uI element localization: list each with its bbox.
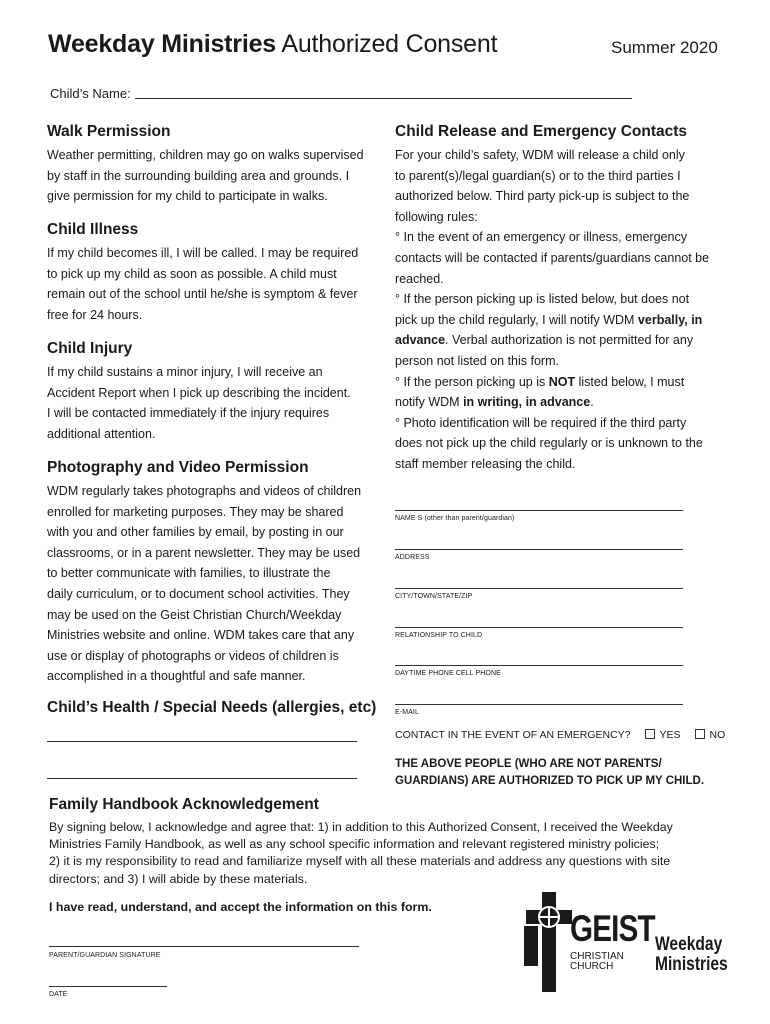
illness-line: to pick up my child as soon as possible. A child must [47,266,337,281]
no-checkbox[interactable] [695,729,705,739]
illness-line: remain out of the school until he/she is symptom & fever [47,287,358,302]
contact-phone-label: DAYTIME PHONE CELL PHONE [395,670,501,677]
illness-line: If my child becomes ill, I will be called. I may be required [47,246,359,260]
photo-line: Ministries website and online. WDM takes care that any [47,628,355,643]
yes-checkbox[interactable] [645,729,655,739]
geist-logo [524,890,728,995]
release-line: For your child’s safety, WDM will release a child only [395,148,685,162]
release-text-segment: pick up the child regularly, I will notify WDM [395,312,635,327]
emergency-question-text: CONTACT IN THE EVENT OF AN EMERGENCY? [395,729,631,741]
injury-line: additional attention. [47,426,156,441]
handbook-line: directors; and 3) I will abide by these materials. [49,871,308,886]
release-line [395,392,709,413]
injury-line: I will be contacted immediately if the injury requires [47,406,330,421]
date-label: DATE [49,991,68,998]
logo-weekday: Weekday [655,934,723,955]
release-line: ° In the event of an emergency or illness, emergency [395,230,687,245]
contact-address-field[interactable] [395,549,683,550]
release-emphasis: NOT [548,374,576,389]
release-line: to parent(s)/legal guardian(s) or to the third parties I [395,168,681,183]
release-line: does not pick up the child regularly or is unknown to the [395,436,703,451]
contact-city-label: CITY/TOWN/STATE/ZIP [395,593,473,600]
authorized-statement [395,756,704,790]
date-field[interactable] [49,986,167,987]
walk-line: by staff in the surrounding building area and grounds. I [47,168,350,183]
photo-heading: Photography and Video Permission [47,459,309,476]
yes-label: YES [659,729,681,741]
release-text-segment: . Verbal authorization is not permitted for any [445,333,694,348]
contact-name-field[interactable] [395,510,683,511]
health-field-line-2[interactable] [47,778,357,779]
cross-icon [524,890,574,995]
contact-name-label: NAME S (other than parent/guardian) [395,515,515,522]
walk-line: Weather permitting, children may go on walks supervised [47,148,364,162]
title-bold: Weekday Ministries [48,30,276,58]
contact-email-field[interactable] [395,704,683,705]
photo-text [47,481,361,687]
health-field-line-1[interactable] [47,741,357,742]
release-line: contacts will be contacted if parents/guardians cannot be [395,250,710,265]
release-line: following rules: [395,209,478,224]
illness-text [47,243,358,325]
contact-phone-field[interactable] [395,665,683,666]
release-line: authorized below. Third party pick-up is subject to the [395,189,690,204]
release-line [395,310,709,331]
logo-christian: CHRISTIAN [570,951,624,962]
injury-text [47,362,351,444]
walk-heading: Walk Permission [47,123,171,140]
photo-line: use or display of photographs or videos of children is [47,648,339,663]
release-emphasis: in writing, in advance [463,395,591,410]
release-emphasis: verbally, in [637,312,703,327]
release-heading: Child Release and Emergency Contacts [395,123,688,140]
release-line: staff member releasing the child. [395,456,576,471]
illness-heading: Child Illness [47,221,139,238]
release-text-segment: . [590,395,594,410]
illness-line: free for 24 hours. [47,307,143,322]
contact-address-label: ADDRESS [395,554,430,561]
health-heading: Child’s Health / Special Needs (allergies, etc) [47,699,377,716]
release-emphasis: advance [395,333,446,348]
no-label: NO [709,729,726,741]
photo-line: accomplished in a thoughtful and safe manner. [47,669,306,684]
page-title [48,30,497,59]
release-line: reached. [395,271,444,286]
child-name-label: Child’s Name: [50,86,131,101]
handbook-line: 2) it is my responsibility to read and familiarize myself with all these materials and address any questions with site [49,854,671,869]
release-text-segment: notify WDM [395,395,460,410]
photo-line: daily curriculum, or to document school activities. They [47,586,350,601]
contact-email-label: E-MAIL [395,709,419,716]
authorized-line: GUARDIANS) ARE AUTHORIZED TO PICK UP MY CHILD. [395,775,705,787]
title-rest: Authorized Consent [281,30,498,58]
photo-line: may be used on the Geist Christian Church/Weekday [47,607,342,622]
handbook-heading: Family Handbook Acknowledgement [49,796,319,813]
release-line: person not listed on this form. [395,353,559,368]
handbook-text [49,819,673,888]
photo-line: classrooms, or in a parent newsletter. They may be used [47,545,361,560]
release-line [395,330,709,351]
release-line: ° If the person picking up is listed below, but does not [395,292,690,307]
injury-line: Accident Report when I pick up describing the incident. [47,385,351,400]
logo-ministries: Ministries [655,954,728,975]
release-line [395,372,709,393]
contact-relationship-label: RELATIONSHIP TO CHILD [395,632,483,639]
walk-line: give permission for my child to participate in walks. [47,189,328,204]
photo-line: to better communicate with families, to illustrate the [47,566,331,581]
release-text-segment: listed below, I must [578,374,685,389]
walk-text [47,145,364,207]
accept-statement: I have read, understand, and accept the information on this form. [49,900,432,914]
emergency-question [395,729,725,741]
injury-line: If my child sustains a minor injury, I will receive an [47,365,323,379]
photo-line: with you and other families by email, by posting in our [47,525,344,540]
handbook-line: Ministries Family Handbook, as well as any school specific information and relevant registered ministry policies; [49,837,660,852]
release-text [395,145,709,475]
photo-line: WDM regularly takes photographs and videos of children [47,484,362,498]
logo-church: CHURCH [570,961,614,972]
photo-line: enrolled for marketing purposes. They may be shared [47,504,344,519]
season-label: Summer 2020 [611,38,718,57]
child-name-field[interactable] [135,98,632,99]
release-line: ° Photo identification will be required if the third party [395,415,687,430]
contact-relationship-field[interactable] [395,627,683,628]
signature-label: PARENT/GUARDIAN SIGNATURE [49,952,161,959]
handbook-line: By signing below, I acknowledge and agree that: 1) in addition to this Authorized Consent, I received the Weekday [49,820,673,834]
signature-field[interactable] [49,946,359,947]
logo-geist: GEIST [570,908,655,949]
release-text-segment: ° If the person picking up is [395,374,546,389]
contact-city-field[interactable] [395,588,683,589]
injury-heading: Child Injury [47,340,133,357]
authorized-line: THE ABOVE PEOPLE (WHO ARE NOT PARENTS/ [395,758,662,770]
